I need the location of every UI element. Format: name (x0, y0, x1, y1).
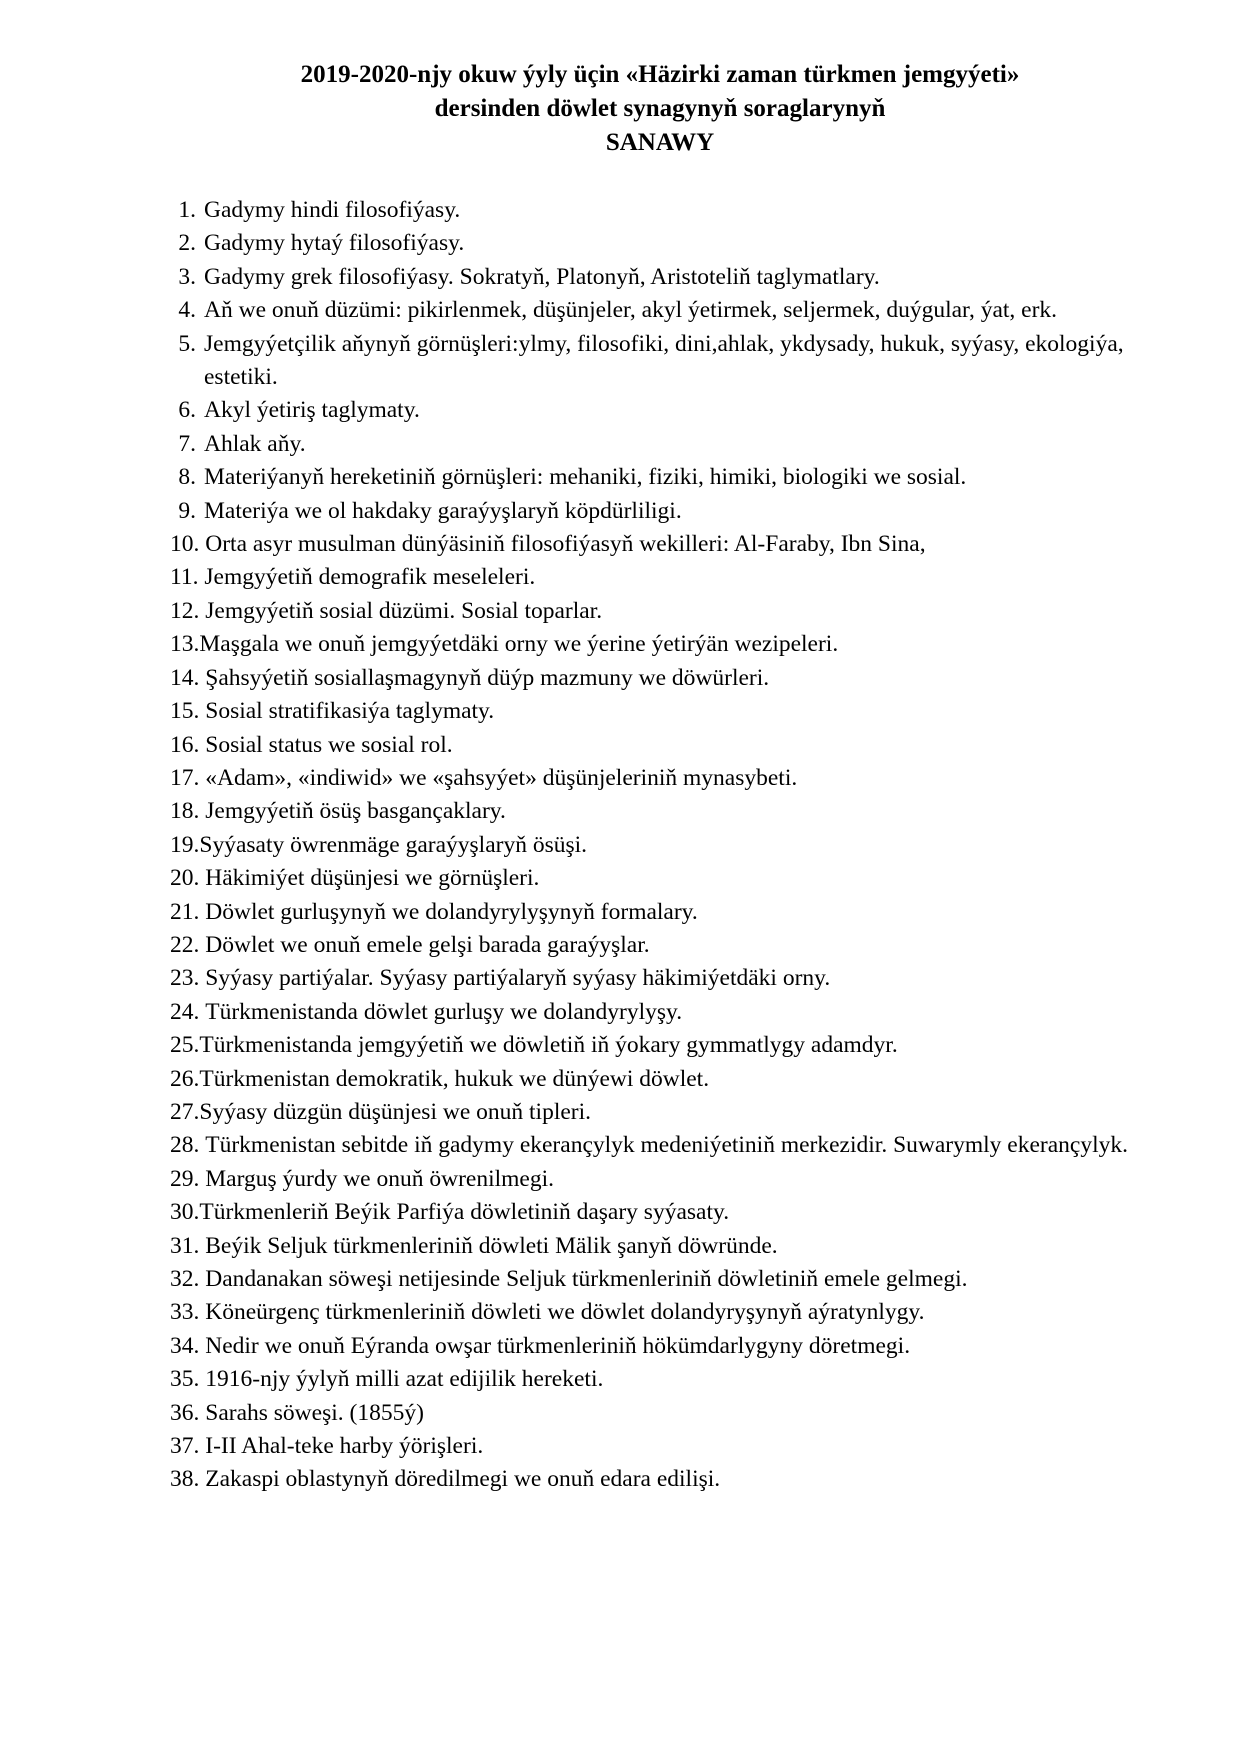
item-number: 36. (170, 1399, 206, 1426)
item-number: 35. (170, 1366, 206, 1393)
list-item (170, 1296, 1180, 1329)
item-text: Sosial status we sosial rol. (205, 731, 453, 758)
item-number: 23. (170, 965, 206, 992)
document-header (140, 58, 1180, 160)
list-item (170, 261, 1180, 294)
item-number: 37. (170, 1433, 206, 1460)
list-item (170, 1129, 1180, 1162)
list-item (170, 1029, 1180, 1062)
list-item (170, 1463, 1180, 1496)
item-text: Akyl ýetiriş taglymaty. (204, 397, 420, 424)
item-text: Döwlet gurluşynyň we dolandyrylyşynyň formalary. (205, 898, 698, 925)
item-number: 6. (178, 397, 196, 424)
list-item (170, 428, 1180, 461)
list-item (170, 1230, 1180, 1263)
item-number: 32. (170, 1266, 206, 1292)
item-number: 16. (170, 731, 206, 758)
item-number: 22. (170, 931, 206, 958)
item-text: Syýasy partiýalar. Syýasy partiýalaryň syýasy häkimiýetdäki orny. (205, 965, 831, 992)
item-number: 13. (170, 631, 200, 658)
list-item (170, 528, 1180, 561)
item-text: Döwlet we onuň emele gelşi barada garaýyşlar. (205, 931, 650, 958)
question-list (170, 194, 1180, 1497)
item-text: Türkmenleriň Beýik Parfiýa döwletiniň daşary syýasaty. (199, 1199, 730, 1226)
list-item (170, 695, 1180, 728)
item-text: Materiýanyň hereketiniň görnüşleri: mehaniki, fiziki, himiki, biologiki we sosial. (204, 464, 967, 491)
item-text: Zakaspi oblastynyň döredilmegi we onuň edara edilişi. (205, 1466, 721, 1493)
item-number: 29. (170, 1165, 206, 1192)
list-item (170, 996, 1180, 1029)
item-text: Türkmenistanda döwlet gurluşy we dolandyrylyşy. (205, 998, 683, 1025)
item-number: 31. (170, 1232, 206, 1259)
item-text: Türkmenistan sebitde iň gadymy ekerançylyk medeniýetiniň merkezidir. Suwarymly ekerançylyk. (205, 1132, 1129, 1159)
item-number: 14. (170, 664, 206, 691)
list-item (170, 1096, 1180, 1129)
item-text: Marguş ýurdy we onuň öwrenilmegi. (205, 1165, 554, 1192)
item-number: 28. (170, 1132, 206, 1159)
list-item (170, 1363, 1180, 1396)
header-title-line: 2019-2020-njy okuw ýyly üçin «Häzirki zaman türkmen jemgyýeti» (300, 61, 1020, 88)
list-item (170, 896, 1180, 929)
list-item (170, 194, 1180, 227)
item-text: Gadymy grek filosofiýasy. Sokratyň, Platonyň, Aristoteliň taglymatlary. (204, 263, 880, 290)
item-text: Beýik Seljuk türkmenleriniň döwleti Mälik şanyň döwründe. (205, 1232, 778, 1259)
list-item (170, 561, 1180, 594)
header-sanawy: SANAWY (605, 129, 715, 156)
item-text: Sosial stratifikasiýa taglymaty. (205, 698, 495, 725)
item-number: 34. (170, 1332, 206, 1359)
item-number: 25. (170, 1032, 200, 1059)
list-item (170, 929, 1180, 962)
item-number: 18. (170, 798, 206, 825)
item-text: Materiýa we ol hakdaky garaýyşlaryň köpdürliligi. (204, 497, 682, 524)
item-number: 8. (178, 464, 196, 491)
item-text: Häkimiýet düşünjesi we görnüşleri. (205, 865, 540, 892)
list-item (170, 662, 1180, 695)
item-number: 12. (170, 597, 206, 624)
item-text: Jemgyýetiň demografik meseleleri. (204, 564, 536, 591)
item-text: Aň we onuň düzümi: pikirlenmek, düşünjeler, akyl ýetirmek, seljermek, duýgular, ýat, erk. (204, 297, 1058, 324)
item-text: Nedir we onuň Eýranda owşar türkmenleriniň hökümdarlygyny döretmegi. (205, 1332, 911, 1359)
item-number: 5. (178, 330, 196, 357)
item-number: 2. (178, 230, 196, 257)
item-number: 33. (170, 1299, 206, 1326)
list-item (170, 862, 1180, 895)
list-item (170, 762, 1180, 795)
list-item (170, 628, 1180, 661)
list-item (170, 328, 1180, 395)
item-number: 7. (178, 430, 196, 457)
list-item (170, 595, 1180, 628)
item-text: Türkmenistanda jemgyýetiň we döwletiň iň ýokary gymmatlygy adamdyr. (199, 1032, 898, 1059)
item-number: 21. (170, 898, 206, 925)
item-number: 26. (170, 1065, 200, 1092)
item-number: 38. (170, 1466, 206, 1493)
item-text: Köneürgenç türkmenleriniň döwleti we döwlet dolandyryşynyň aýratynlygy. (205, 1299, 925, 1326)
item-text: I-II Ahal-teke harby ýörişleri. (205, 1433, 484, 1460)
item-text: Şahsyýetiň sosiallaşmagynyň düýp mazmuny we döwürleri. (205, 664, 770, 691)
item-text: Maşgala we onuň jemgyýetdäki orny we ýerine ýetirýän wezipeleri. (199, 631, 839, 658)
item-number: 27. (170, 1098, 200, 1125)
list-item (170, 227, 1180, 260)
list-item (170, 795, 1180, 828)
list-item (170, 1063, 1180, 1096)
item-text: Sarahs söweşi. (1855ý) (205, 1399, 424, 1426)
list-item (170, 461, 1180, 494)
list-item (170, 1397, 1180, 1430)
item-number: 9. (178, 497, 196, 524)
item-text: Orta asyr musulman dünýäsiniň filosofiýasyň wekilleri: Al-Faraby, Ibn Sina, (205, 531, 926, 558)
list-item (170, 1263, 1180, 1296)
item-text: Gadymy hindi filosofiýasy. (204, 197, 461, 223)
list-item (170, 729, 1180, 762)
list-item (170, 1196, 1180, 1229)
item-number: 11. (170, 564, 205, 591)
list-item (170, 394, 1180, 427)
item-number: 24. (170, 998, 206, 1025)
item-text: «Adam», «indiwid» we «şahsyýet» düşünjeleriniň mynasybeti. (205, 764, 798, 791)
item-text: Syýasaty öwrenmäge garaýyşlaryň ösüşi. (199, 831, 588, 858)
item-text: Jemgyýetçilik aňynyň görnüşleri:ylmy, filosofiki, dini,ahlak, ykdysady, hukuk, syýasy, ekologiýa, estetiki. (204, 330, 1124, 391)
item-text: 1916-njy ýylyň milli azat edijilik hereketi. (205, 1366, 604, 1393)
item-text: Dandanakan söweşi netijesinde Seljuk türkmenleriniň döwletiniň emele gelmegi. (205, 1266, 968, 1292)
item-number: 3. (178, 263, 196, 290)
list-item (170, 294, 1180, 327)
list-item (170, 1430, 1180, 1463)
item-text: Türkmenistan demokratik, hukuk we dünýewi döwlet. (199, 1065, 710, 1092)
list-item (170, 1330, 1180, 1363)
item-text: Ahlak aňy. (204, 430, 306, 457)
header-subtitle-line: dersinden döwlet synagynyň soraglarynyň (434, 95, 886, 122)
item-number: 19. (170, 831, 200, 858)
item-number: 15. (170, 698, 206, 725)
item-number: 20. (170, 865, 206, 892)
item-text: Jemgyýetiň sosial düzümi. Sosial toparlar. (205, 597, 603, 624)
item-text: Jemgyýetiň ösüş basgançaklary. (205, 798, 506, 825)
item-number: 4. (178, 297, 196, 324)
item-number: 1. (178, 197, 196, 223)
item-text: Gadymy hytaý filosofiýasy. (204, 230, 465, 257)
list-item (170, 962, 1180, 995)
list-item (170, 1163, 1180, 1196)
item-number: 30. (170, 1199, 200, 1226)
list-item (170, 495, 1180, 528)
item-number: 17. (170, 764, 206, 791)
item-text: Syýasy düzgün düşünjesi we onuň tipleri. (199, 1098, 592, 1125)
list-item (170, 829, 1180, 862)
item-number: 10. (170, 531, 206, 558)
